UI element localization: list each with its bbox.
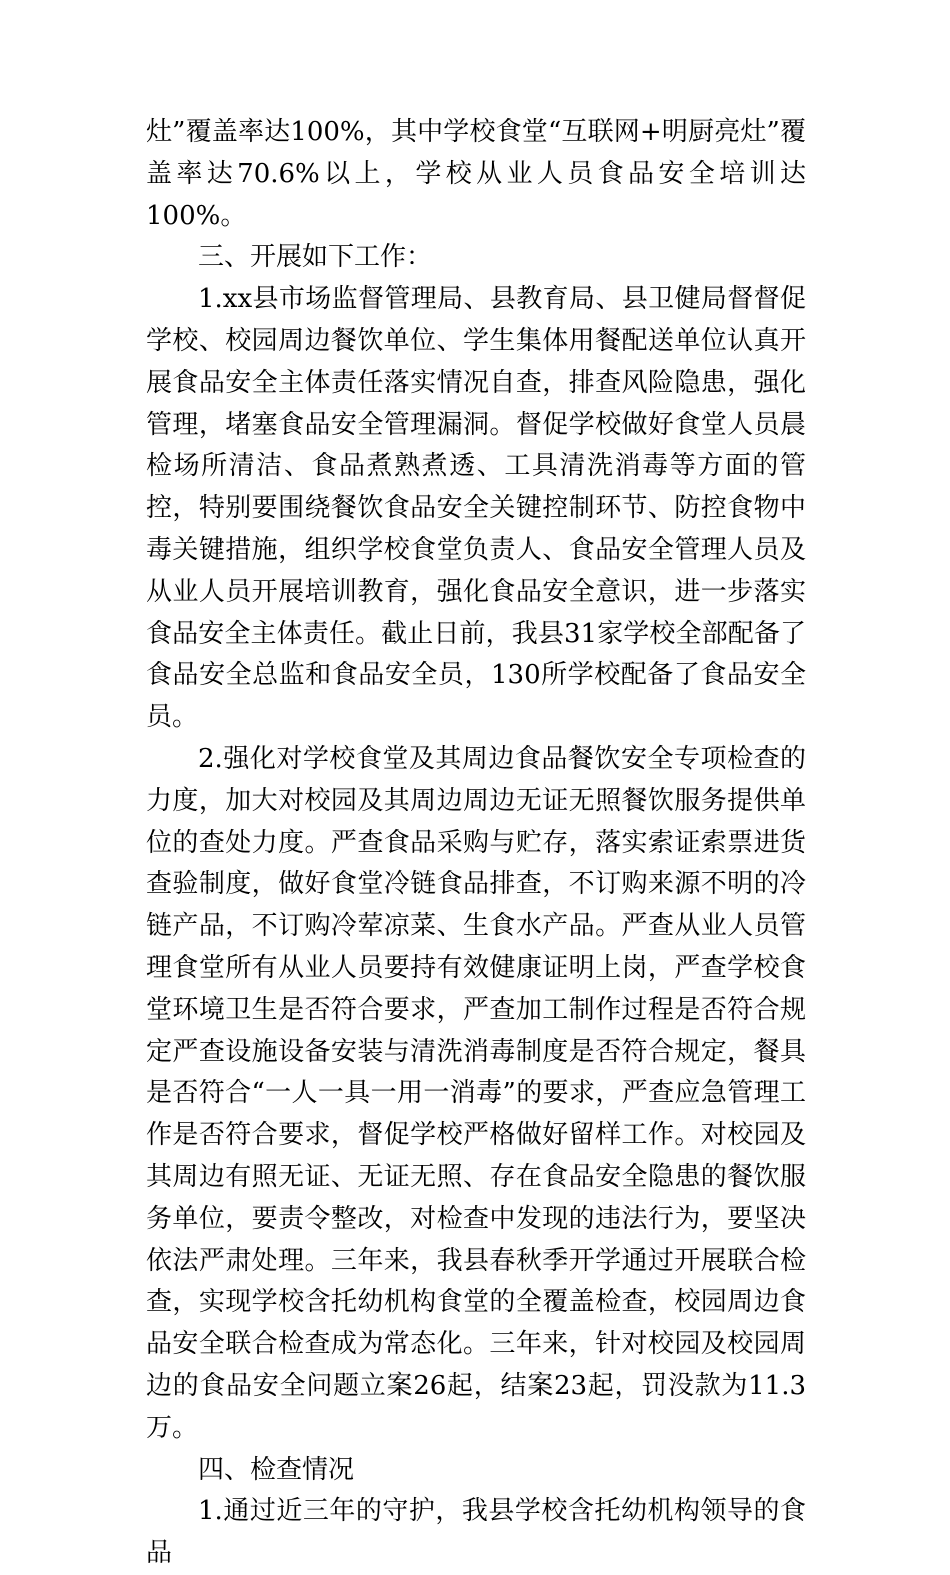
paragraph-item-4-1: 1.通过近三年的守护，我县学校含托幼机构领导的食品 — [146, 1496, 806, 1569]
paragraph-item-3-1: 1.xx县市场监督管理局、县教育局、县卫健局督督促学校、校园周边餐饮单位、学生集体用餐配送单位认真开展食品安全主体责任落实情况自查，排查风险隐患，强化管理，堵塞食品安全管理漏洞。督促学校做好食堂人员晨检场所清洁、食品煮熟煮透、工具清洗消毒等方面的管控，特别要围绕餐饮食品安全关键控制环节、防控食物中毒关键措施，组织学校食堂负责人、食品安全管理人员及从业人员开展培训教育，强化食品安全意识，进一步落实食品安全主体责任。截止日前，我县31家学校全部配备了食品安全总监和食品安全员，130所学校配备了食品安全员。 — [146, 284, 806, 733]
paragraph-item-3-2: 2.强化对学校食堂及其周边食品餐饮安全专项检查的力度，加大对校园及其周边周边无证无照餐饮服务提供单位的查处力度。严查食品采购与贮存，落实索证索票进货查验制度，做好食堂冷链食品排查，不订购来源不明的冷链产品，不订购冷荤凉菜、生食水产品。严查从业人员管理食堂所有从业人员要持有效健康证明上岗，严查学校食堂环境卫生是否符合要求，严查加工制作过程是否符合规定严查设施设备安装与清洗消毒制度是否符合规定，餐具是否符合“一人一具一用一消毒”的要求，严查应急管理工作是否符合要求，督促学校严格做好留样工作。对校园及其周边有照无证、无证无照、存在食品安全隐患的餐饮服务单位，要责令整改，对检查中发现的违法行为，要坚决依法严肃处理。三年来，我县春秋季开学通过开展联合检查，实现学校含托幼机构食堂的全覆盖检查，校园周边食品安全联合检查成为常态化。三年来，针对校园及校园周边的食品安全问题立案26起，结案23起，罚没款为11.3万。 — [146, 743, 806, 1443]
document-body — [146, 112, 806, 1575]
paragraph-continuation: 灶”覆盖率达100%，其中学校食堂“互联网+明厨亮灶”覆盖率达70.6%以上，学校从业人员食品安全培训达100%。 — [146, 117, 806, 231]
section-three-heading: 三、开展如下工作： — [198, 242, 433, 273]
section-four-heading: 四、检查情况 — [198, 1454, 355, 1485]
